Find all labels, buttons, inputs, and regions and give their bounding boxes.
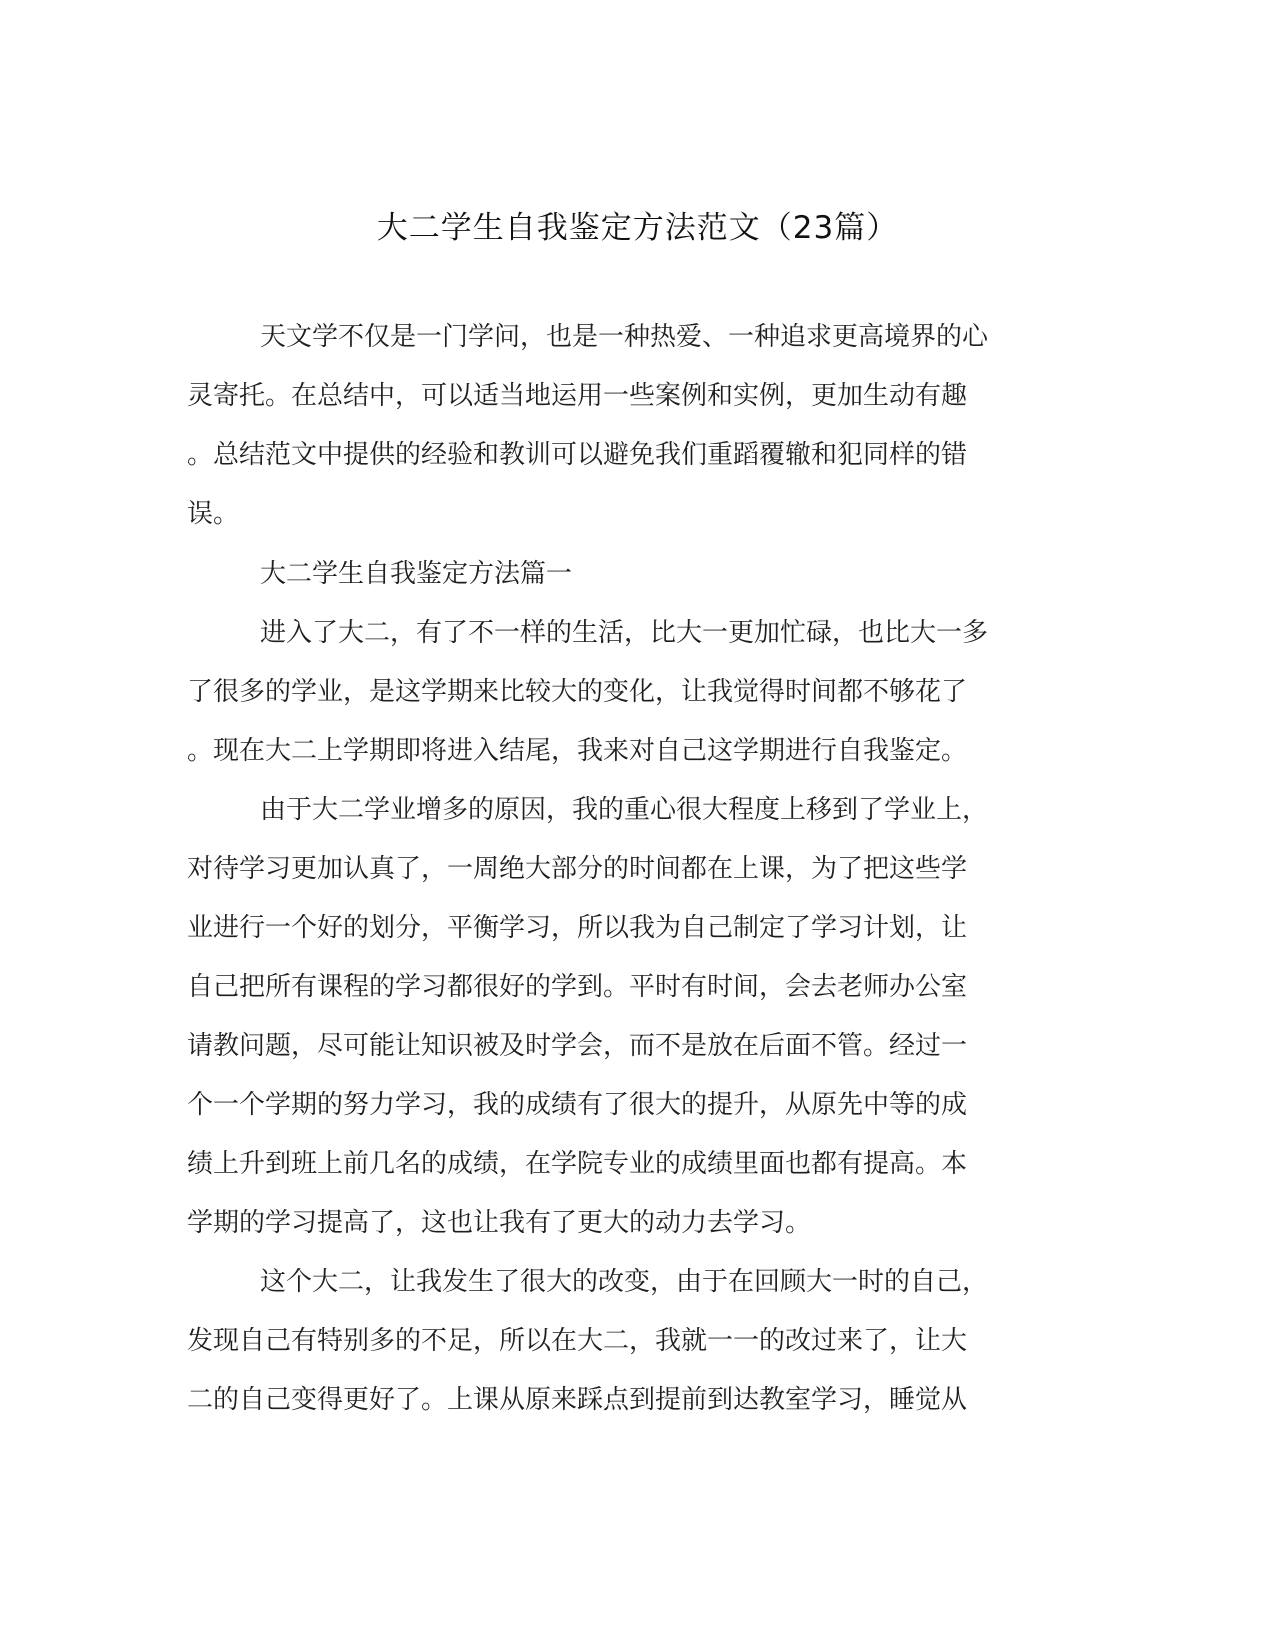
text-line: 个一个学期的努力学习，我的成绩有了很大的提升，从原先中等的成: [187, 1090, 968, 1120]
text-line: 业进行一个好的划分，平衡学习，所以我为自己制定了学习计划，让: [187, 913, 968, 943]
text-line: 请教问题，尽可能让知识被及时学会，而不是放在后面不管。经过一: [187, 1031, 968, 1061]
text-line: 了很多的学业，是这学期来比较大的变化，让我觉得时间都不够花了: [187, 677, 968, 707]
text-line: 自己把所有课程的学习都很好的学到。平时有时间，会去老师办公室: [187, 972, 968, 1002]
text-line: 。总结范文中提供的经验和教训可以避免我们重蹈覆辙和犯同样的错: [187, 440, 968, 470]
text-line: 二的自己变得更好了。上课从原来踩点到提前到达教室学习，睡觉从: [187, 1385, 968, 1415]
text-line: 发现自己有特别多的不足，所以在大二，我就一一的改过来了，让大: [187, 1326, 968, 1356]
text-line: 这个大二，让我发生了很大的改变，由于在回顾大一时的自己，: [260, 1267, 989, 1297]
text-line: 天文学不仅是一门学问，也是一种热爱、一种追求更高境界的心: [260, 322, 989, 352]
text-line: 对待学习更加认真了，一周绝大部分的时间都在上课，为了把这些学: [187, 854, 968, 884]
text-line: 进入了大二，有了不一样的生活，比大一更加忙碌，也比大一多: [260, 618, 989, 648]
text-line: 绩上升到班上前几名的成绩，在学院专业的成绩里面也都有提高。本: [187, 1149, 968, 1179]
section-heading: 大二学生自我鉴定方法篇一: [260, 559, 573, 589]
text-line: 灵寄托。在总结中，可以适当地运用一些案例和实例，更加生动有趣: [187, 381, 968, 411]
text-line: 。现在大二上学期即将进入结尾，我来对自己这学期进行自我鉴定。: [187, 736, 968, 766]
text-line: 由于大二学业增多的原因，我的重心很大程度上移到了学业上，: [260, 795, 989, 825]
text-line: 误。: [187, 499, 240, 529]
document-title: 大二学生自我鉴定方法范文（23篇）: [376, 210, 899, 246]
text-line: 学期的学习提高了，这也让我有了更大的动力去学习。: [187, 1208, 812, 1238]
